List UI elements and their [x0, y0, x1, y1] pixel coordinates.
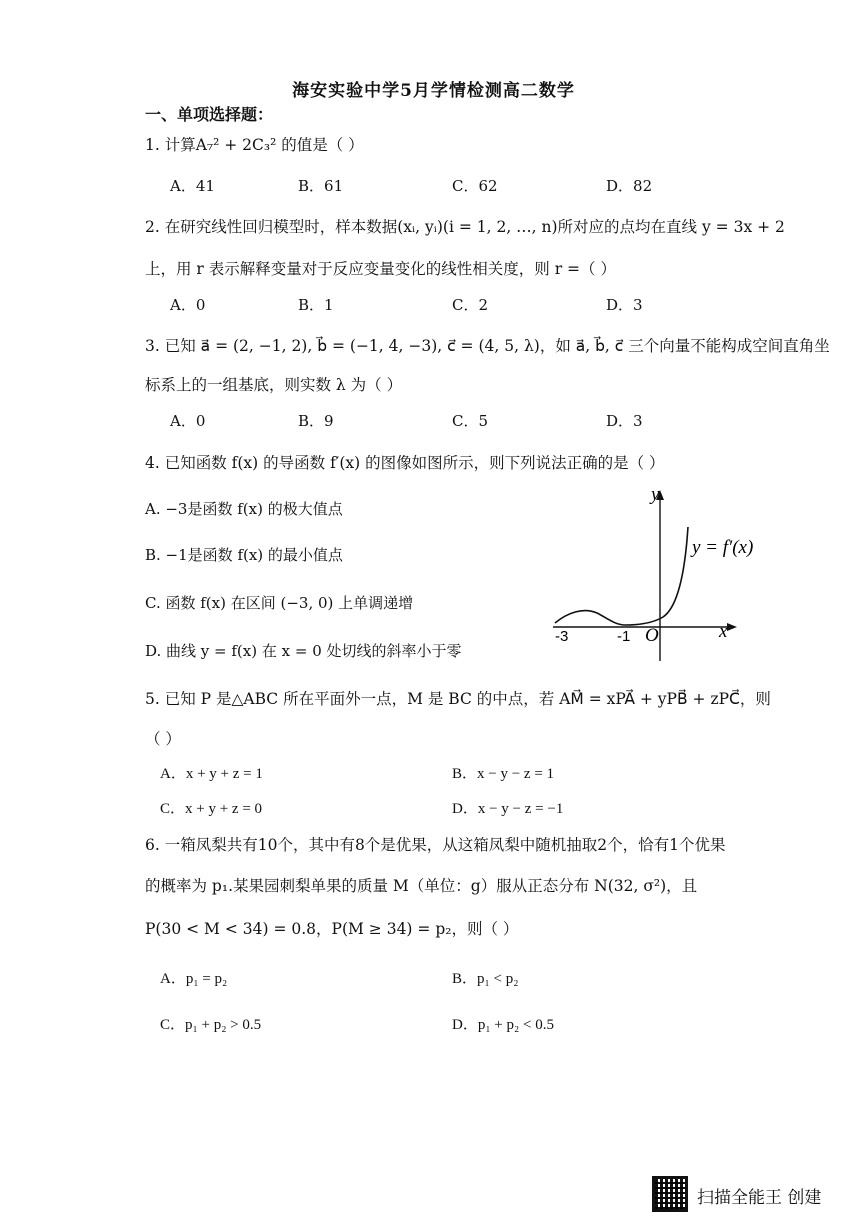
- question-1-option-c: C．62: [452, 177, 498, 195]
- tick-label-minus-3: -3: [555, 628, 569, 645]
- question-4-option-a: A. −3是函数 f(x) 的极大值点: [145, 500, 343, 518]
- qr-code-icon: [652, 1176, 688, 1212]
- section-heading: 一、单项选择题：: [145, 105, 274, 124]
- x-axis-arrow: [727, 623, 737, 631]
- question-4-stem: 4. 已知函数 f(x) 的导函数 f′(x) 的图像如图所示，则下列说法正确的是（ ）: [145, 454, 665, 472]
- question-2-option-b: B．1: [298, 296, 334, 314]
- question-6-option-a: A．p₁ = p₂: [160, 971, 228, 987]
- question-6-option-b: B．p₁ < p₂: [452, 971, 519, 987]
- question-1-option-d: D．82: [606, 177, 653, 195]
- question-4-option-d: D. 曲线 y = f(x) 在 x = 0 处切线的斜率小于零: [145, 642, 462, 660]
- question-2-stem-line-1: 2. 在研究线性回归模型时，样本数据(xᵢ, yᵢ)(i = 1, 2, …, n)所对应的点均在直线 y = 3x + 2: [145, 218, 785, 236]
- question-3-option-a: A．0: [170, 412, 206, 430]
- page-title: 海安实验中学5月学情检测高二数学: [292, 81, 575, 101]
- question-5-stem-line-2: （ ）: [145, 730, 181, 748]
- question-5-option-c: C．x + y + z = 0: [160, 801, 263, 817]
- question-3-stem-line-2: 标系上的一组基底，则实数 λ 为（ ）: [145, 376, 403, 394]
- tick-label-minus-1: -1: [617, 628, 631, 645]
- scanner-watermark: 扫描全能王 创建: [697, 1188, 822, 1208]
- question-6-option-c: C．p₁ + p₂ > 0.5: [160, 1017, 262, 1033]
- curve-label: y = f′(x): [692, 537, 754, 558]
- question-2-option-c: C．2: [452, 296, 489, 314]
- question-1-option-a: A．41: [170, 177, 215, 195]
- question-5-option-b: B．x − y − z = 1: [452, 766, 555, 782]
- question-4-option-b: B. −1是函数 f(x) 的最小值点: [145, 546, 343, 564]
- question-2-option-a: A．0: [170, 296, 206, 314]
- question-3-option-c: C．5: [452, 412, 489, 430]
- question-5-stem-line-1: 5. 已知 P 是△ABC 所在平面外一点，M 是 BC 的中点，若 AM⃗ = xPA⃗ + yPB⃗ + zPC⃗，则: [145, 690, 771, 708]
- question-5-option-d: D．x − y − z = −1: [452, 801, 564, 817]
- x-axis-label: x: [719, 621, 728, 642]
- question-6-stem-line-2: 的概率为 p₁.某果园刺梨单果的质量 M（单位：g）服从正态分布 N(32, σ²)，且: [145, 877, 698, 895]
- question-6-stem-line-1: 6. 一箱凤梨共有10个，其中有8个是优果，从这箱凤梨中随机抽取2个，恰有1个优果: [145, 836, 726, 854]
- question-4-option-c: C. 函数 f(x) 在区间 (−3, 0) 上单调递增: [145, 594, 414, 612]
- question-6-stem-line-3: P(30 < M < 34) = 0.8，P(M ≥ 34) = p₂，则（ ）: [145, 920, 519, 938]
- question-2-option-d: D．3: [606, 296, 643, 314]
- question-1-option-b: B．61: [298, 177, 344, 195]
- question-1-stem: 1. 计算A₇² + 2C₃² 的值是（ ）: [145, 136, 364, 154]
- question-2-stem-line-2: 上，用 r 表示解释变量对于反应变量变化的线性相关度，则 r =（ ）: [145, 260, 616, 278]
- origin-label: O: [645, 625, 659, 646]
- derivative-curve: [555, 527, 688, 625]
- question-3-option-b: B．9: [298, 412, 334, 430]
- question-3-stem-line-1: 3. 已知 a⃗ = (2, −1, 2), b⃗ = (−1, 4, −3), c⃗ = (4, 5, λ)，如 a⃗, b⃗, c⃗ 三个向量不能构成空间直角坐: [145, 337, 830, 355]
- question-3-option-d: D．3: [606, 412, 643, 430]
- derivative-graph: [545, 484, 754, 665]
- question-6-option-d: D．p₁ + p₂ < 0.5: [452, 1017, 554, 1033]
- y-axis-label: y: [651, 484, 660, 505]
- question-5-option-a: A．x + y + z = 1: [160, 766, 263, 782]
